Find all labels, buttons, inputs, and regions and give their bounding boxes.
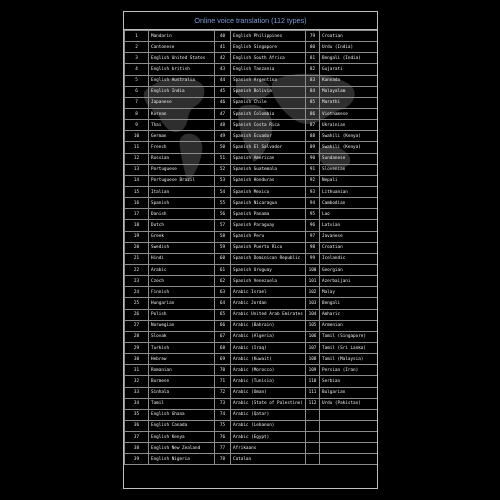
language-number: 21: [125, 253, 149, 264]
language-number: 61: [215, 264, 231, 275]
language-name: Spanish Chile: [231, 97, 306, 108]
language-number: 15: [125, 186, 149, 197]
language-number: 4: [125, 64, 149, 75]
language-name: Bengali (India): [320, 53, 378, 64]
language-number: 109: [306, 365, 320, 376]
language-number: 24: [125, 287, 149, 298]
language-name: Polish: [149, 309, 215, 320]
language-name: Tamil: [149, 398, 215, 409]
language-number: 90: [306, 153, 320, 164]
language-number: 43: [215, 64, 231, 75]
language-name: Afrikaans: [231, 443, 306, 454]
language-name: Turkish: [149, 342, 215, 353]
language-number: 96: [306, 220, 320, 231]
language-name: Japanese: [149, 97, 215, 108]
language-number: [306, 432, 320, 443]
language-number: 32: [125, 376, 149, 387]
table-row: [125, 354, 378, 365]
language-number: 76: [215, 432, 231, 443]
language-name: Spanish Venezuela: [231, 276, 306, 287]
table-row: [125, 454, 378, 465]
language-number: 27: [125, 320, 149, 331]
table-row: [125, 31, 378, 42]
language-number: 97: [306, 231, 320, 242]
language-name: Spanish Costa Rica: [231, 120, 306, 131]
language-number: 105: [306, 320, 320, 331]
language-number: 108: [306, 354, 320, 365]
table-row: [125, 376, 378, 387]
language-name: English Philippines: [231, 31, 306, 42]
language-name: Vietnamese: [320, 108, 378, 119]
language-number: 36: [125, 420, 149, 431]
language-name: Swahili (Kenya): [320, 142, 378, 153]
table-row: [125, 220, 378, 231]
language-name: Dutch: [149, 220, 215, 231]
language-name: Spanish Argentina: [231, 75, 306, 86]
language-number: 49: [215, 131, 231, 142]
table-row: [125, 64, 378, 75]
language-number: 92: [306, 175, 320, 186]
language-name: Kannada: [320, 75, 378, 86]
language-name: Russian: [149, 153, 215, 164]
language-number: 98: [306, 242, 320, 253]
language-number: 47: [215, 108, 231, 119]
table-row: [125, 242, 378, 253]
language-name: Korean: [149, 108, 215, 119]
table-row: [125, 75, 378, 86]
language-name: Malay: [320, 287, 378, 298]
language-name: Marathi: [320, 97, 378, 108]
language-name: English Singapore: [231, 42, 306, 53]
language-number: 33: [125, 387, 149, 398]
language-name: [320, 409, 378, 420]
language-name: Lithuanian: [320, 186, 378, 197]
language-number: 75: [215, 420, 231, 431]
language-table: [124, 30, 378, 465]
language-name: Czech: [149, 276, 215, 287]
table-row: [125, 131, 378, 142]
language-number: 62: [215, 276, 231, 287]
language-number: 18: [125, 220, 149, 231]
table-row: [125, 365, 378, 376]
language-number: 94: [306, 198, 320, 209]
language-number: 40: [215, 31, 231, 42]
language-name: Bengali: [320, 298, 378, 309]
language-number: 101: [306, 276, 320, 287]
language-name: Portuguese Brazil: [149, 175, 215, 186]
language-name: Swedish: [149, 242, 215, 253]
language-name: Slovak: [149, 331, 215, 342]
language-name: Spanish Nicaragua: [231, 198, 306, 209]
language-name: Icelandic: [320, 253, 378, 264]
language-name: Lao: [320, 209, 378, 220]
table-row: [125, 276, 378, 287]
language-name: Mandarin: [149, 31, 215, 42]
language-number: 34: [125, 398, 149, 409]
language-number: 57: [215, 220, 231, 231]
language-number: 107: [306, 342, 320, 353]
language-number: 9: [125, 120, 149, 131]
language-name: Ukrainian: [320, 120, 378, 131]
language-number: 106: [306, 331, 320, 342]
language-name: Arabic (Iraq): [231, 342, 306, 353]
language-name: [320, 443, 378, 454]
language-number: 59: [215, 242, 231, 253]
language-number: 7: [125, 97, 149, 108]
language-name: Thai: [149, 120, 215, 131]
language-number: 44: [215, 75, 231, 86]
language-number: 45: [215, 86, 231, 97]
language-number: 13: [125, 164, 149, 175]
language-name: English New Zealand: [149, 443, 215, 454]
language-name: Sinhala: [149, 387, 215, 398]
language-name: Swahili (Kenya): [320, 131, 378, 142]
language-name: Spanish Ecuador: [231, 131, 306, 142]
language-name: Cantonese: [149, 42, 215, 53]
language-number: 52: [215, 164, 231, 175]
language-number: 78: [215, 454, 231, 465]
language-name: Azerbaijani: [320, 276, 378, 287]
language-name: Arabic Israel: [231, 287, 306, 298]
language-name: Spanish Bolivia: [231, 86, 306, 97]
language-name: English South Africa: [231, 53, 306, 64]
table-row: [125, 120, 378, 131]
table-row: [125, 342, 378, 353]
language-name: Hungarian: [149, 298, 215, 309]
language-number: [306, 409, 320, 420]
language-name: Arabic (Kuwait): [231, 354, 306, 365]
table-row: [125, 443, 378, 454]
language-number: 48: [215, 120, 231, 131]
language-name: Gujarati: [320, 64, 378, 75]
language-name: Greek: [149, 231, 215, 242]
language-number: 69: [215, 354, 231, 365]
language-name: Arabic (State of Palestine): [231, 398, 306, 409]
table-row: [125, 264, 378, 275]
language-name: Hebrew: [149, 354, 215, 365]
language-number: 39: [125, 454, 149, 465]
language-number: 80: [306, 42, 320, 53]
table-row: [125, 97, 378, 108]
table-row: [125, 409, 378, 420]
table-row: [125, 86, 378, 97]
language-number: 99: [306, 253, 320, 264]
language-name: English Canada: [149, 420, 215, 431]
language-number: 12: [125, 153, 149, 164]
language-number: 73: [215, 398, 231, 409]
language-table-body: [125, 31, 378, 465]
language-name: Arabic United Arab Emirates: [231, 309, 306, 320]
language-name: Spanish Honduras: [231, 175, 306, 186]
language-number: 91: [306, 164, 320, 175]
language-name: Urdu (India): [320, 42, 378, 53]
language-name: [320, 454, 378, 465]
language-name: Spanish American: [231, 153, 306, 164]
language-name: Spanish Uruguay: [231, 264, 306, 275]
language-number: 63: [215, 287, 231, 298]
language-name: Spanish Paraguay: [231, 220, 306, 231]
language-name: Georgian: [320, 264, 378, 275]
language-name: Javanese: [320, 231, 378, 242]
language-number: 22: [125, 264, 149, 275]
language-name: Arabic (Lebanon): [231, 420, 306, 431]
language-number: 64: [215, 298, 231, 309]
language-name: Arabic (Morocco): [231, 365, 306, 376]
language-number: 70: [215, 365, 231, 376]
language-number: 1: [125, 31, 149, 42]
language-number: 100: [306, 264, 320, 275]
language-name: Portuguese: [149, 164, 215, 175]
language-number: 86: [306, 108, 320, 119]
language-name: Nepali: [320, 175, 378, 186]
language-name: English Nigeria: [149, 454, 215, 465]
language-number: 51: [215, 153, 231, 164]
language-number: 71: [215, 376, 231, 387]
language-number: 54: [215, 186, 231, 197]
language-number: 5: [125, 75, 149, 86]
language-name: Arabic (Tunisia): [231, 376, 306, 387]
table-row: [125, 320, 378, 331]
language-number: 77: [215, 443, 231, 454]
table-row: [125, 209, 378, 220]
language-name: Arabic (Egypt): [231, 432, 306, 443]
language-number: 56: [215, 209, 231, 220]
language-number: 10: [125, 131, 149, 142]
language-name: Arabic (Oman): [231, 387, 306, 398]
language-name: [320, 420, 378, 431]
language-number: 14: [125, 175, 149, 186]
language-name: English Tanzania: [231, 64, 306, 75]
language-name: [320, 432, 378, 443]
language-name: Spanish Mexico: [231, 186, 306, 197]
language-name: Arabic (Qatar): [231, 409, 306, 420]
table-row: [125, 253, 378, 264]
language-name: English Australia: [149, 75, 215, 86]
language-number: 41: [215, 42, 231, 53]
language-number: 102: [306, 287, 320, 298]
language-name: Serbian: [320, 376, 378, 387]
table-row: [125, 432, 378, 443]
language-number: 53: [215, 175, 231, 186]
language-name: Persian (Iran): [320, 365, 378, 376]
language-number: 72: [215, 387, 231, 398]
table-row: [125, 331, 378, 342]
language-name: Slovenian: [320, 164, 378, 175]
language-name: Hindi: [149, 253, 215, 264]
language-number: 11: [125, 142, 149, 153]
table-row: [125, 298, 378, 309]
language-name: Bulgarian: [320, 387, 378, 398]
language-number: 79: [306, 31, 320, 42]
language-number: 65: [215, 309, 231, 320]
table-row: [125, 42, 378, 53]
language-number: 16: [125, 198, 149, 209]
language-name: Italian: [149, 186, 215, 197]
language-name: Danish: [149, 209, 215, 220]
language-number: 84: [306, 86, 320, 97]
language-name: Sundanese: [320, 153, 378, 164]
language-number: 93: [306, 186, 320, 197]
language-name: Spanish Peru: [231, 231, 306, 242]
language-number: 66: [215, 320, 231, 331]
table-row: [125, 231, 378, 242]
language-name: Arabic (Algeria): [231, 331, 306, 342]
language-number: 46: [215, 97, 231, 108]
language-name: French: [149, 142, 215, 153]
language-name: Tamil (Singapore): [320, 331, 378, 342]
table-row: [125, 108, 378, 119]
table-row: [125, 287, 378, 298]
language-number: 82: [306, 64, 320, 75]
language-number: 110: [306, 376, 320, 387]
language-name: Croatian: [320, 242, 378, 253]
language-name: Urdu (Pakistan): [320, 398, 378, 409]
language-name: Burmese: [149, 376, 215, 387]
language-name: Spanish El Salvador: [231, 142, 306, 153]
language-name: Finnish: [149, 287, 215, 298]
language-name: Spanish: [149, 198, 215, 209]
language-number: 74: [215, 409, 231, 420]
table-row: [125, 164, 378, 175]
language-name: Tamil (Sri Lanka): [320, 342, 378, 353]
language-number: 95: [306, 209, 320, 220]
language-number: 42: [215, 53, 231, 64]
language-number: 30: [125, 354, 149, 365]
language-number: [306, 454, 320, 465]
language-name: Arabic (Bahrain): [231, 320, 306, 331]
table-row: [125, 198, 378, 209]
language-name: Arabic Jordan: [231, 298, 306, 309]
language-name: Spanish Guatemala: [231, 164, 306, 175]
language-number: 104: [306, 309, 320, 320]
table-row: [125, 387, 378, 398]
language-number: 23: [125, 276, 149, 287]
language-number: 111: [306, 387, 320, 398]
table-row: [125, 398, 378, 409]
language-number: 87: [306, 120, 320, 131]
language-name: English british: [149, 64, 215, 75]
language-number: 89: [306, 142, 320, 153]
table-title: Online voice translation (112 types): [124, 12, 377, 30]
language-number: 35: [125, 409, 149, 420]
language-number: 112: [306, 398, 320, 409]
language-number: 38: [125, 443, 149, 454]
language-name: Spanish Colombia: [231, 108, 306, 119]
language-number: 8: [125, 108, 149, 119]
language-name: Arabic: [149, 264, 215, 275]
language-name: Cambodian: [320, 198, 378, 209]
language-number: 37: [125, 432, 149, 443]
language-name: Tamil (Malaysia): [320, 354, 378, 365]
language-name: Latvian: [320, 220, 378, 231]
language-number: 58: [215, 231, 231, 242]
table-row: [125, 420, 378, 431]
language-number: 3: [125, 53, 149, 64]
language-number: [306, 420, 320, 431]
language-number: 17: [125, 209, 149, 220]
language-number: 55: [215, 198, 231, 209]
table-row: [125, 186, 378, 197]
language-number: 6: [125, 86, 149, 97]
language-name: Spanish Dominican Republic: [231, 253, 306, 264]
language-number: 25: [125, 298, 149, 309]
language-number: 28: [125, 331, 149, 342]
language-number: 60: [215, 253, 231, 264]
language-number: 85: [306, 97, 320, 108]
language-number: 67: [215, 331, 231, 342]
language-name: English India: [149, 86, 215, 97]
table-row: [125, 153, 378, 164]
language-name: Malayalam: [320, 86, 378, 97]
language-number: 19: [125, 231, 149, 242]
language-number: 88: [306, 131, 320, 142]
language-name: Catalan: [231, 454, 306, 465]
language-number: 83: [306, 75, 320, 86]
language-number: 103: [306, 298, 320, 309]
language-name: Armenian: [320, 320, 378, 331]
language-name: Norwegian: [149, 320, 215, 331]
language-name: Spanish Panama: [231, 209, 306, 220]
language-number: [306, 443, 320, 454]
language-name: English Ghana: [149, 409, 215, 420]
language-name: English United States: [149, 53, 215, 64]
table-row: [125, 309, 378, 320]
language-name: Croatian: [320, 31, 378, 42]
language-name: Spanish Puerto Rico: [231, 242, 306, 253]
language-number: 31: [125, 365, 149, 376]
language-name: English Kenya: [149, 432, 215, 443]
language-number: 68: [215, 342, 231, 353]
language-number: 50: [215, 142, 231, 153]
language-number: 2: [125, 42, 149, 53]
language-number: 26: [125, 309, 149, 320]
language-name: Amharic: [320, 309, 378, 320]
language-number: 20: [125, 242, 149, 253]
table-row: [125, 142, 378, 153]
language-name: German: [149, 131, 215, 142]
language-number: 81: [306, 53, 320, 64]
table-row: [125, 53, 378, 64]
language-name: Romanian: [149, 365, 215, 376]
language-table-panel: [123, 11, 378, 489]
table-row: [125, 175, 378, 186]
language-number: 29: [125, 342, 149, 353]
